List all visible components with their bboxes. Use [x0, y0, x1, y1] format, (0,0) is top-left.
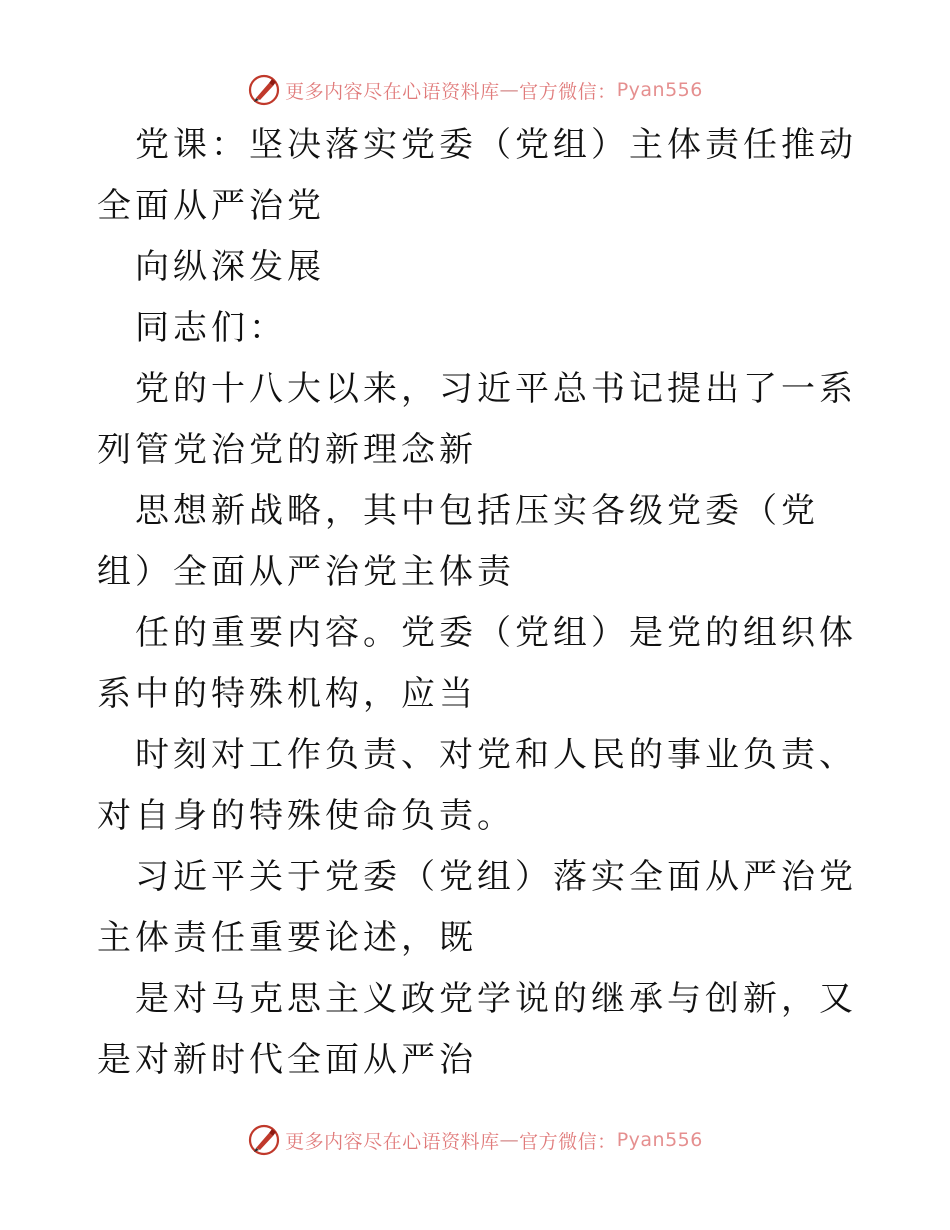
pen-logo-icon: [247, 73, 281, 107]
watermark-wechat-id: Pyan556: [616, 79, 703, 101]
footer-watermark: [0, 1120, 950, 1160]
paragraph: 向纵深发展: [135, 247, 325, 287]
paragraph: 任的重要内容。党委（党组）是党的组织体系中的特殊机构，应当: [97, 613, 857, 714]
watermark-separator: —: [499, 1129, 520, 1151]
paragraph: 时刻对工作负责、对党和人民的事业负责、对自身的特殊使命负责。: [97, 735, 857, 836]
watermark-text: 更多内容尽在心语资料库: [285, 1130, 500, 1153]
document-body: [97, 115, 857, 1091]
watermark-wechat-label: 官方微信：: [519, 1130, 617, 1153]
watermark-separator: —: [499, 79, 520, 101]
pen-logo-icon: [247, 1123, 281, 1157]
watermark-wechat-label: 官方微信：: [519, 80, 617, 103]
document-title: 党课：坚决落实党委（党组）主体责任推动全面从严治党: [97, 125, 857, 226]
paragraph: 思想新战略，其中包括压实各级党委（党组）全面从严治党主体责: [97, 491, 819, 592]
paragraph: 习近平关于党委（党组）落实全面从严治党主体责任重要论述，既: [97, 857, 857, 958]
paragraph: 党的十八大以来，习近平总书记提出了一系列管党治党的新理念新: [97, 369, 857, 470]
salutation: 同志们：: [135, 308, 287, 348]
watermark-wechat-id: Pyan556: [616, 1129, 703, 1151]
watermark-text: 更多内容尽在心语资料库: [285, 80, 500, 103]
header-watermark: [0, 70, 950, 110]
paragraph: 是对马克思主义政党学说的继承与创新，又是对新时代全面从严治: [97, 979, 857, 1080]
